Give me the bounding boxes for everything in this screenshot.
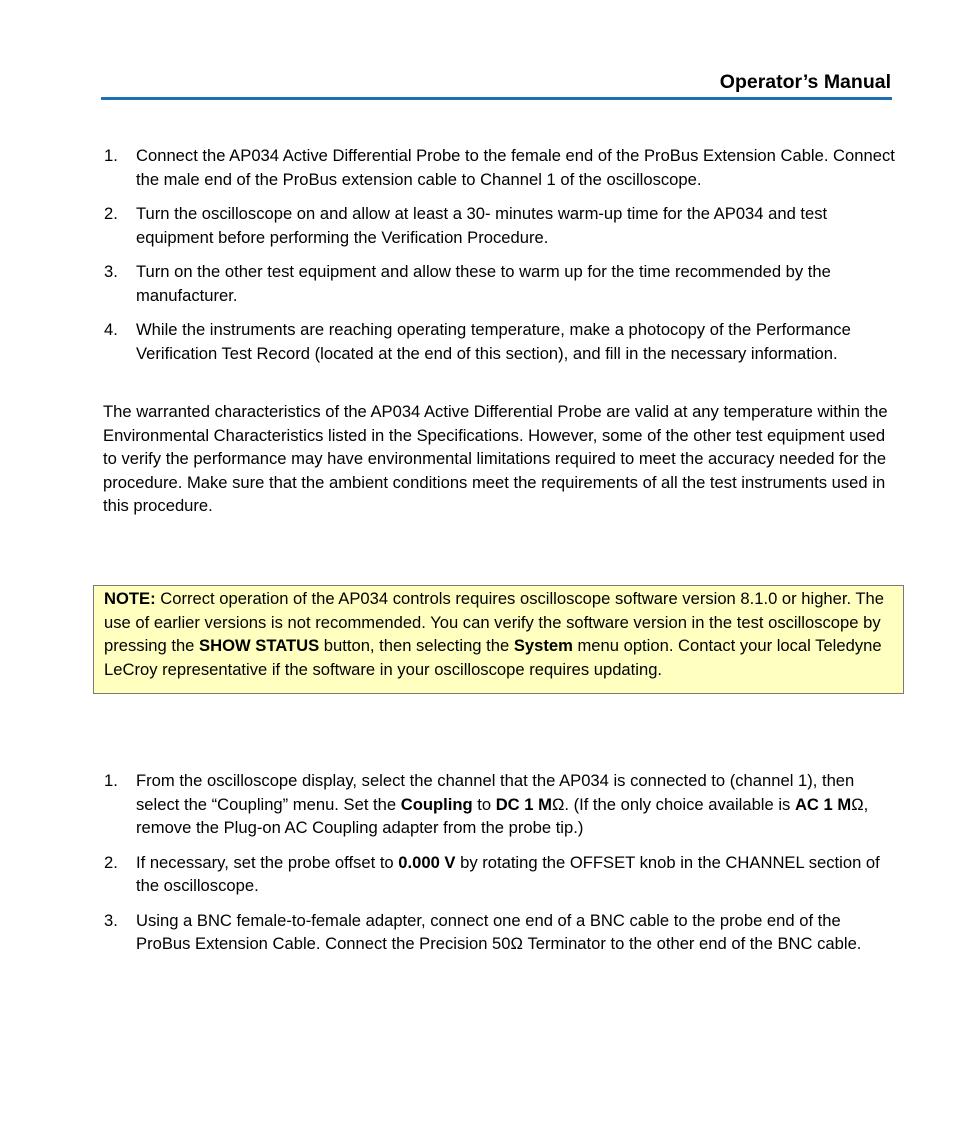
list-number: 3. xyxy=(104,910,118,930)
note-label: NOTE: xyxy=(104,589,156,608)
list-text: Connect the AP034 Active Differential Probe to the female end of the ProBus Extension Cable. Connect the male end of the ProBus extension cable to Channel 1 of the oscilloscope. xyxy=(136,146,895,189)
note-box xyxy=(93,585,904,694)
list-text: Turn on the other test equipment and allow these to warm up for the time recommended by the manufacturer. xyxy=(136,262,831,305)
note-text: NOTE: Correct operation of the AP034 controls requires oscilloscope software version 8.1.0 or higher. The use of earlier versions is not recommended. You can verify the software version in the test oscilloscope by pressing the SHOW STATUS button, then selecting the System menu option. Contact your local Teledyne LeCroy representative if the software in your oscilloscope requires updating. xyxy=(104,589,884,679)
list-text: From the oscilloscope display, select the channel that the AP034 is connected to (channel 1), then select the “Coupling” menu. Set the Coupling to DC 1 MΩ. (If the only choice available is AC 1 MΩ, remove the Plug-on AC Coupling adapter from the probe tip.) xyxy=(136,771,869,837)
warranted-characteristics-paragraph: The warranted characteristics of the AP034 Active Differential Probe are valid at any temperature within the Environmental Characteristics listed in the Specifications. However, some of the other test equipment used to verify the performance may have environmental limitations required to meet the accuracy needed for the procedure. Make sure that the ambient conditions meet the requirements of all the test instruments used in this procedure. xyxy=(103,402,888,516)
list-text: Using a BNC female-to-female adapter, connect one end of a BNC cable to the probe end of the ProBus Extension Cable. Connect the Precision 50Ω Terminator to the other end of the BNC cable. xyxy=(136,910,862,953)
header-title: Operator’s Manual xyxy=(719,71,891,93)
list-text: If necessary, set the probe offset to 0.000 V by rotating the OFFSET knob in the CHANNEL section of the oscilloscope. xyxy=(136,852,880,895)
procedure-steps-list xyxy=(103,769,898,967)
list-number: 2. xyxy=(104,852,118,872)
list-item xyxy=(103,144,898,191)
list-text: Turn the oscilloscope on and allow at least a 30- minutes warm-up time for the AP034 and test equipment before performing the Verification Procedure. xyxy=(136,204,828,247)
list-item xyxy=(103,909,898,956)
list-text: While the instruments are reaching operating temperature, make a photocopy of the Performance Verification Test Record (located at the end of this section), and fill in the necessary information. xyxy=(136,320,851,363)
list-item xyxy=(103,769,898,840)
list-number: 4. xyxy=(104,320,118,339)
list-number: 1. xyxy=(104,146,118,165)
header-rule xyxy=(101,97,892,100)
list-item xyxy=(103,260,898,307)
list-item xyxy=(103,202,898,249)
list-number: 2. xyxy=(104,204,118,223)
list-number: 1. xyxy=(104,771,118,790)
list-item xyxy=(103,851,898,898)
setup-steps-list xyxy=(103,144,898,376)
list-item xyxy=(103,318,898,365)
list-number: 3. xyxy=(104,262,118,281)
